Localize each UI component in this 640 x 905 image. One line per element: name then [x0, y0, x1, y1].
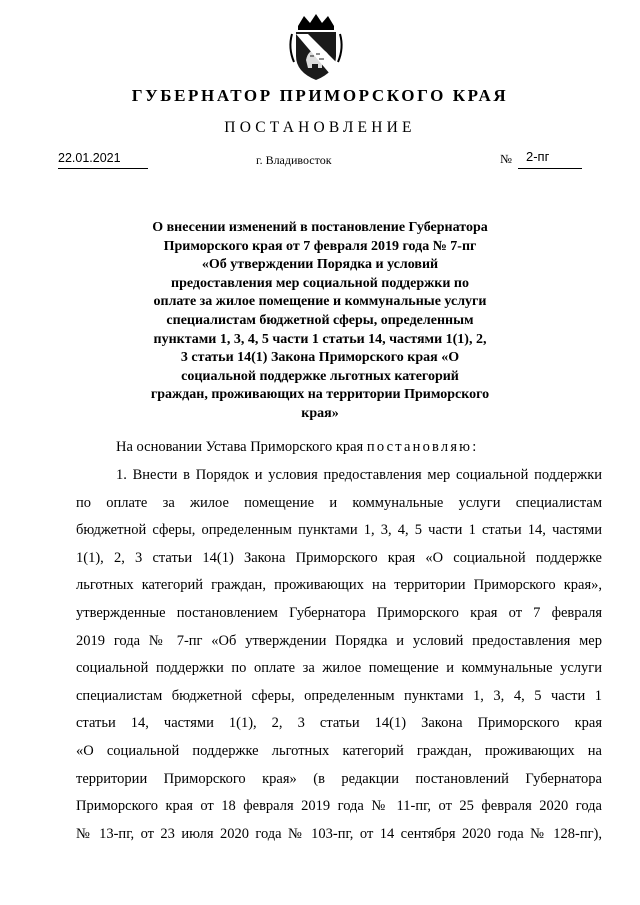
title-line: «Об утверждении Порядка и условий: [201, 257, 439, 273]
document-title: [122, 219, 518, 424]
preamble-line: [76, 434, 602, 462]
title-line: О внесении изменений в постановление Губернатора: [152, 220, 488, 235]
body-line: статьи 14, частями 1(1), 2, 3 статьи 14(1) Закона Приморского края: [76, 715, 602, 732]
title-line: предоставления мер социальной поддержки по: [171, 275, 469, 291]
body-line: 1(1), 2, 3 статьи 14(1) Закона Приморского края «О социальной поддержке: [76, 549, 602, 566]
coat-of-arms-icon: [286, 12, 346, 82]
body-line: по оплате за жилое помещение и коммунальные услуги специалистам: [76, 494, 602, 511]
issue-city: г. Владивосток: [256, 153, 332, 167]
body-line: 2019 года № 7-пг «Об утверждении Порядка и условий предоставления мер: [76, 632, 602, 649]
document-body: [76, 462, 602, 848]
body-line: 1. Внести в Порядок и условия предоставления мер социальной поддержки: [116, 467, 602, 483]
title-line: Приморского края от 7 февраля 2019 года № 7-пг: [163, 238, 477, 254]
body-line: бюджетной сферы, определенным пунктами 1, 3, 4, 5 части 1 статьи 14, частями: [76, 522, 602, 539]
date-underline: [58, 168, 148, 169]
body-line: Приморского края от 18 февраля 2019 года № 11-пг, от 25 февраля 2020 года: [76, 798, 602, 815]
body-line: утвержденные постановлением Губернатора Приморского края от 7 февраля: [76, 604, 602, 621]
document-number: 2-пг: [526, 149, 550, 164]
preamble-text: На основании Устава Приморского края: [116, 439, 367, 455]
body-line: специалистам бюджетной сферы, определенным пунктами 1, 3, 4, 5 части 1: [76, 687, 602, 704]
body-line: № 13-пг, от 23 июля 2020 года № 103-пг, от 14 сентября 2020 года № 128-пг),: [76, 825, 602, 842]
body-line: социальной поддержки по оплате за жилое помещение и коммунальные услуги: [76, 660, 602, 677]
title-line: оплате за жилое помещение и коммунальные услуги: [153, 294, 487, 310]
decree-keyword: постановляю:: [366, 439, 479, 455]
title-line: 3 статьи 14(1) Закона Приморского края «О: [180, 350, 460, 366]
title-line: края»: [301, 405, 339, 421]
number-underline: [518, 168, 582, 169]
title-line: граждан, проживающих на территории Приморского: [150, 387, 490, 403]
title-line: специалистам бюджетной сферы, определенным: [166, 312, 474, 328]
issuing-authority: ГУБЕРНАТОР ПРИМОРСКОГО КРАЯ: [131, 86, 509, 105]
body-line: «О социальной поддержке льготных категорий граждан, проживающих на: [76, 742, 602, 759]
title-line: социальной поддержке льготных категорий: [181, 368, 459, 384]
document-type: ПОСТАНОВЛЕНИЕ: [224, 119, 416, 136]
number-sign: №: [500, 152, 512, 166]
body-line: льготных категорий граждан, проживающих на территории Приморского края»,: [76, 577, 602, 594]
body-line: территории Приморского края» (в редакции постановлений Губернатора: [76, 770, 602, 787]
preamble: [76, 434, 602, 462]
title-line: пунктами 1, 3, 4, 5 части 1 статьи 14, частями 1(1), 2,: [153, 331, 487, 347]
document-date: 22.01.2021: [58, 151, 121, 165]
